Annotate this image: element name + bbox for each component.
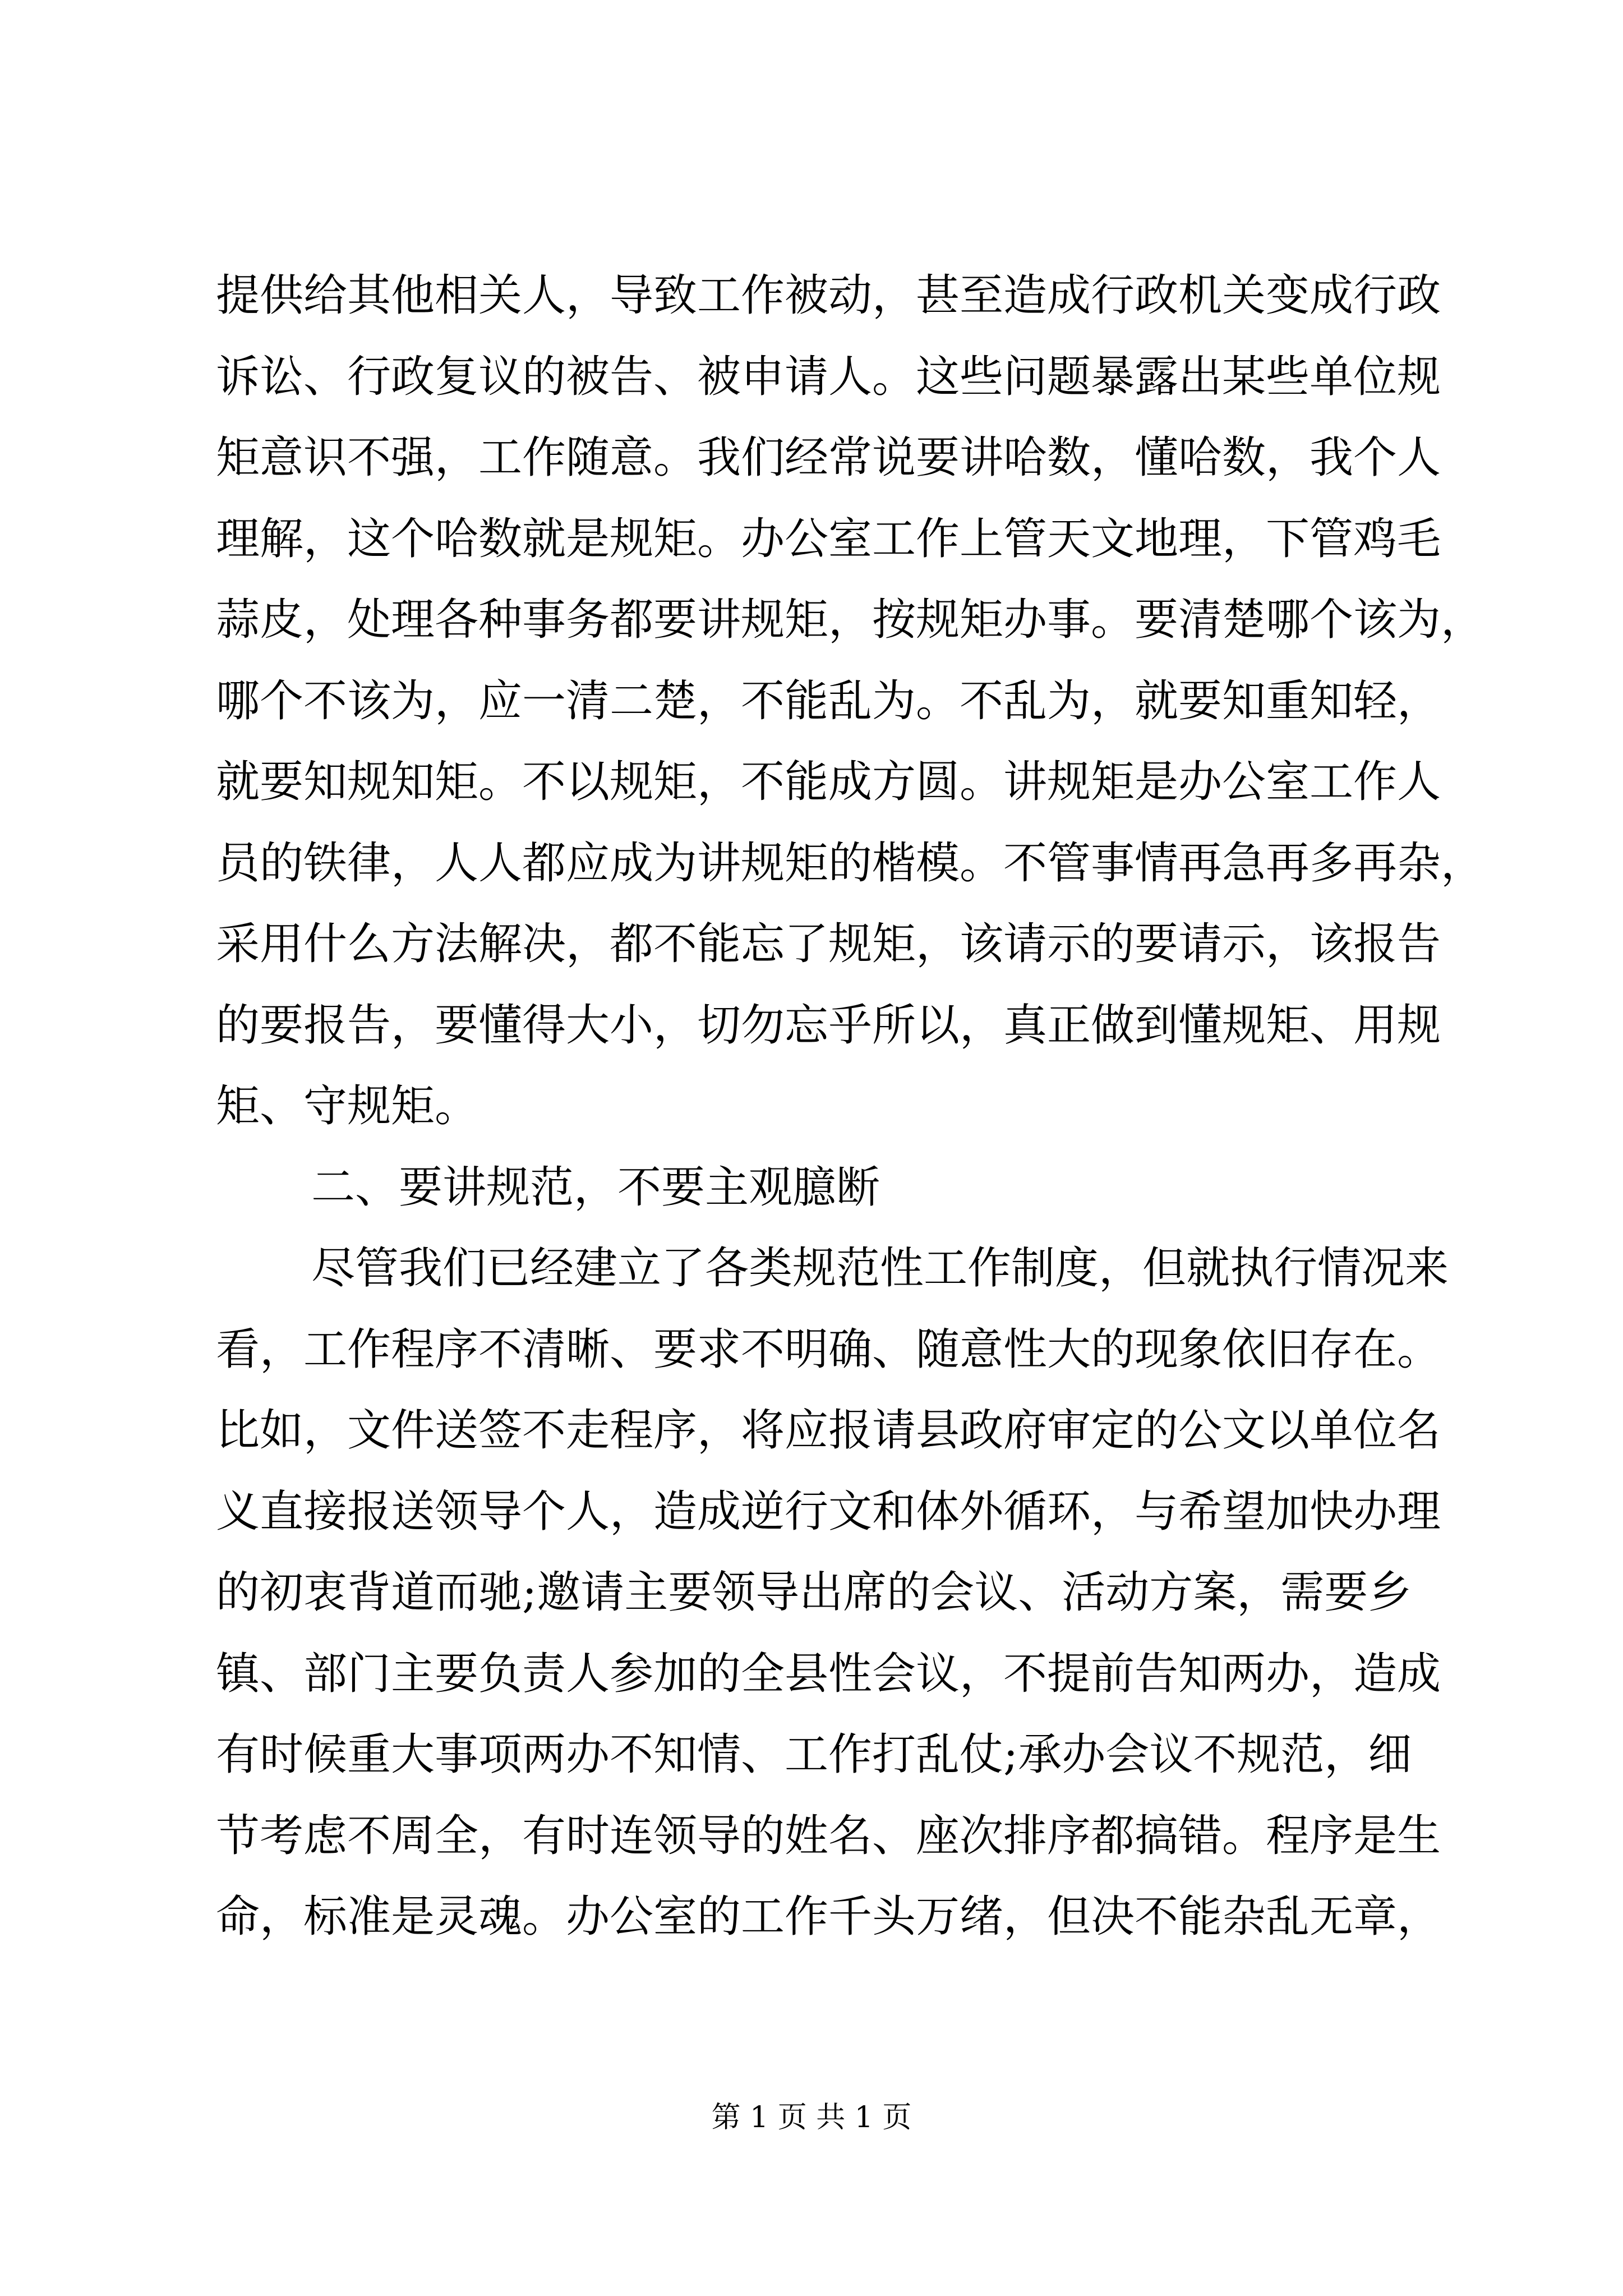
text-line: 矩意识不强，工作随意。我们经常说要讲哈数，懂哈数，我个人 [216,432,1441,483]
text-line: 就要知规知矩。不以规矩，不能成方圆。讲规矩是办公室工作人 [216,757,1441,807]
text-line: 看，工作程序不清晰、要求不明确、随意性大的现象依旧存在。 [216,1324,1441,1375]
text-line: 理解，这个哈数就是规矩。办公室工作上管天文地理，下管鸡毛 [216,513,1441,564]
text-line: 的初衷背道而驰;邀请主要领导出席的会议、活动方案，需要乡 [216,1567,1412,1618]
text-line: 尽管我们已经建立了各类规范性工作制度，但就执行情况来 [311,1243,1449,1294]
text-line: 采用什么方法解决，都不能忘了规矩，该请示的要请示，该报告 [216,919,1441,969]
text-line: 哪个不该为，应一清二楚，不能乱为。不乱为，就要知重知轻， [216,675,1441,726]
text-line: 蒜皮，处理各种事务都要讲规矩，按规矩办事。要清楚哪个该为， [216,595,1485,645]
text-line: 提供给其他相关人，导致工作被动，甚至造成行政机关变成行政 [216,270,1441,321]
section-heading: 二、要讲规范，不要主观臆断 [311,1162,880,1213]
text-line: 的要报告，要懂得大小，切勿忘乎所以，真正做到懂规矩、用规 [216,1000,1441,1051]
text-line: 有时候重大事项两办不知情、工作打乱仗;承办会议不规范，细 [216,1729,1412,1780]
page-number-footer: 第 1 页 共 1 页 [711,2101,912,2134]
text-line: 镇、部门主要负责人参加的全县性会议，不提前告知两办，造成 [216,1648,1441,1699]
text-line: 矩、守规矩。 [216,1081,479,1131]
text-line: 节考虑不周全，有时连领导的姓名、座次排序都搞错。程序是生 [216,1810,1441,1861]
text-line: 比如，文件送签不走程序，将应报请县政府审定的公文以单位名 [216,1405,1441,1456]
text-line: 诉讼、行政复议的被告、被申请人。这些问题暴露出某些单位规 [216,351,1441,402]
text-line: 义直接报送领导个人，造成逆行文和体外循环，与希望加快办理 [216,1486,1441,1537]
text-line: 员的铁律，人人都应成为讲规矩的楷模。不管事情再急再多再杂， [216,838,1485,889]
text-line: 命，标准是灵魂。办公室的工作千头万绪，但决不能杂乱无章， [216,1892,1441,1942]
document-body [216,255,1485,1958]
